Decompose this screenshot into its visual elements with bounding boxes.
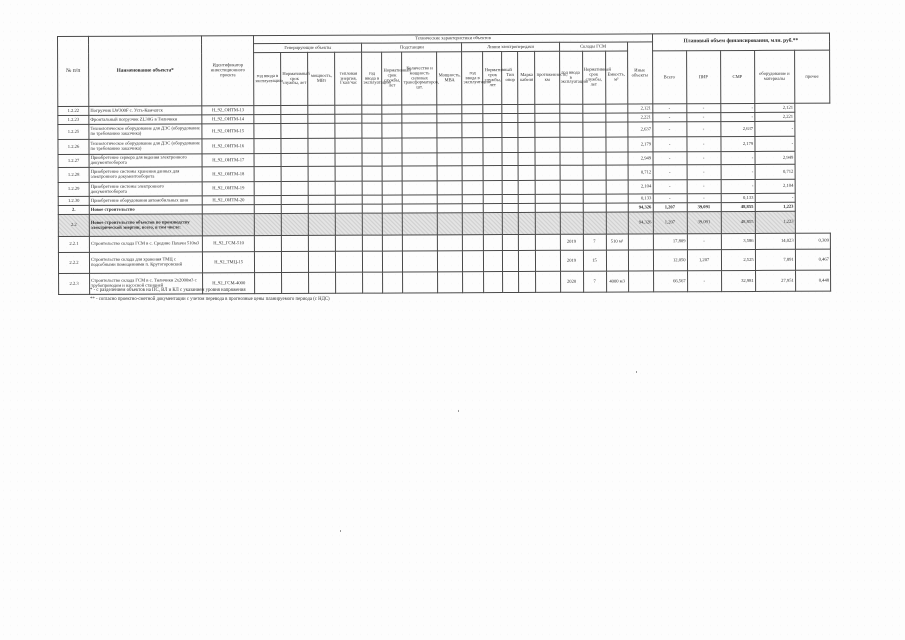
group-substations: Подстанции	[362, 43, 462, 52]
row-id: H_92_OИТМ-19	[202, 182, 254, 196]
row-id: H_92_OИТМ-13	[202, 106, 254, 115]
row-id: H_92_OИТМ-14	[202, 115, 254, 124]
row-total: 12,050	[653, 250, 687, 271]
investment-table	[57, 33, 831, 295]
row-smr: -	[687, 152, 721, 165]
sub-count-header: Количество и мощность силовых трансформаторов, шт.	[402, 52, 437, 105]
gen-mw-header: мощность, МВт	[308, 52, 335, 105]
fin-pir-header: ПИР	[686, 51, 720, 104]
footnote-1: * - с разделением объектов на ПС, ВЛ и КЛ с указанием уровня напряжения	[90, 288, 246, 293]
row-equipment: -	[721, 179, 755, 193]
row-other: -	[755, 121, 795, 136]
gen-norm-header: Нормативный срок службы, лет	[281, 52, 308, 105]
scan-speck	[636, 371, 637, 373]
row-pir: -	[687, 234, 721, 250]
row-other: 2,221	[755, 112, 795, 121]
line-type-header: Тип опор	[502, 51, 518, 104]
row-name: Погрузчик LW300F с. Усть-Камчатск	[89, 106, 202, 115]
row-total: 2,104	[628, 180, 653, 194]
fuel-norm-header: Нормативный срок службы, лет	[582, 51, 605, 104]
row-name: Приобретение системы электронного документооборота	[89, 182, 202, 196]
group-other: Иные объекты	[627, 42, 652, 104]
line-brand-header: Марка кабеля	[518, 51, 535, 104]
row-fuel-year: 2019	[560, 250, 583, 271]
row-name: Строительство склада для хранения ТМЦ с подсобными помещениями п. Крутогоровский	[89, 252, 202, 273]
section-number: 2.	[58, 205, 89, 214]
row-pir: -	[687, 271, 721, 292]
row-number: 1.2.26	[58, 139, 89, 154]
row-smr: 2,525	[721, 249, 755, 270]
group-lines: Линии электропередачи	[462, 42, 559, 51]
fuel-year-header: год ввода в эксплуатацию	[559, 51, 582, 104]
row-name: Фронтальный погрузчик ZL30G в Тиличики	[89, 115, 202, 124]
row-equipment: 2,179	[721, 136, 755, 151]
row-id: H_92_ГСМ-4000	[203, 273, 255, 294]
row-name: Технологическое оборудование для ДЭС (оборудование по требованию заказчика)	[89, 139, 202, 154]
tech-characteristics-header: Технические характеристики объектов	[254, 34, 652, 44]
col-id-header: Идентификатор инвестиционного проекта	[202, 36, 254, 106]
row-number: 2.2.3	[59, 273, 90, 294]
row-smr: -	[686, 113, 720, 122]
row-equipment: 0,133	[721, 193, 755, 202]
section-other: 1,223	[755, 202, 795, 211]
row-equipment: 2,637	[721, 121, 755, 136]
row-number: 1.2.25	[58, 124, 89, 139]
fin-equipment-header: оборудование и материалы	[754, 50, 794, 103]
row-number: 1.2.23	[58, 115, 89, 124]
row-fuel-volume: 4000 м3	[606, 271, 628, 292]
fin-total-header: Всего	[652, 51, 686, 104]
sub-mva-header: Мощность, МВА	[437, 52, 462, 105]
fin-other-header: прочее	[794, 50, 829, 103]
row-total: 2,949	[628, 152, 653, 165]
row-pir: -	[653, 137, 687, 152]
group-generating: Генерирующие объекты	[254, 43, 362, 52]
col-name-header: Наименование объекта*	[89, 36, 202, 106]
row-total: 17,809	[653, 234, 687, 250]
row-fuel-volume	[606, 250, 628, 271]
section-total: 94,326	[628, 212, 653, 234]
row-other: -	[755, 136, 795, 151]
row-number: 1.2.22	[58, 106, 89, 115]
row-other: 2,949	[755, 151, 795, 164]
row-smr: 3,586	[721, 233, 755, 249]
row-fuel-norm: 7	[583, 271, 606, 292]
section-number: 2.2	[58, 214, 89, 236]
row-total: 2,179	[627, 137, 652, 152]
section-pir: 1,207	[653, 212, 687, 234]
row-id: H_92_OИТМ-20	[202, 196, 254, 205]
row-other: 2,104	[755, 179, 795, 193]
row-equipment: 14,023	[755, 233, 795, 249]
row-smr: -	[687, 165, 721, 180]
row-name: Приобретение системы хранения данных для электронного документооборота	[89, 167, 202, 182]
row-equipment: 7,891	[755, 249, 795, 270]
row-fuel-norm: 7	[583, 234, 606, 250]
row-name: Технологическое оборудование для ДЭС (оборудование по требованию заказчика)	[89, 124, 202, 139]
row-fuel-year: 2019	[560, 234, 583, 250]
row-other: -	[755, 193, 795, 202]
row-total: 2,637	[627, 122, 652, 137]
section-pir: 1,207	[653, 203, 687, 212]
row-id: H_92_OИТМ-16	[202, 139, 254, 154]
line-norm-header: Нормативный срок службы, лет	[483, 52, 502, 105]
section-equipment: 48,855	[721, 202, 755, 211]
row-pir: -	[653, 165, 687, 180]
row-total: 2,221	[627, 113, 652, 122]
footnote-2: ** - согласно проектно-сметной документации с учетом перевода в прогнозные цены планируемого периода (с НДС)	[90, 297, 330, 302]
row-fuel-year: 2020	[560, 271, 583, 292]
row-smr: -	[687, 122, 721, 137]
row-number: 1.2.29	[58, 182, 89, 196]
row-pir: -	[652, 104, 686, 113]
line-year-header: год ввода в эксплуатацию	[462, 52, 483, 105]
section-total: 94,326	[628, 203, 653, 212]
sub-year-header: год ввода в эксплуатацию	[362, 52, 382, 105]
row-number: 2.2.2	[58, 252, 89, 273]
row-total: 66,567	[653, 271, 687, 292]
gen-heat-header: тепловая энергия, Гкал/час	[335, 52, 362, 105]
row-fuel-volume: 510 м³	[606, 234, 628, 250]
row-equipment: -	[721, 164, 755, 179]
row-smr: -	[687, 180, 721, 194]
row-pir: -	[653, 194, 687, 203]
section-smr: 39,091	[687, 212, 721, 234]
financing-header: Плановый объем финансирования, млн. руб.**	[652, 33, 829, 51]
row-name: Строительство склада ГСМ в с. Средние Пахачи 510м3	[89, 236, 202, 252]
scan-speck	[458, 410, 459, 412]
row-other: 0,448	[795, 270, 830, 291]
section-other: 1,223	[755, 211, 795, 233]
row-other: 0,467	[795, 249, 830, 270]
fuel-volume-header: Емкость, м³	[605, 51, 627, 104]
section-name: Новое строительство объектов по производству электрической энергии, всего, в том числе:	[89, 214, 202, 236]
row-equipment: 27,951	[755, 270, 795, 291]
row-id: H_92_OИТМ-17	[202, 154, 254, 167]
row-pir: -	[653, 152, 687, 165]
row-id: H_92_ТМЦ-15	[203, 252, 255, 273]
row-fuel-norm: 15	[583, 250, 606, 271]
row-pir: -	[652, 113, 686, 122]
row-name: Приобретение сервера для ведения электронного документооборота	[89, 154, 202, 167]
row-pir: -	[653, 180, 687, 194]
section-smr: 39,091	[687, 203, 721, 212]
row-id: H_92_OИТМ-15	[202, 124, 254, 139]
col-number-header: № п/п	[58, 36, 89, 106]
section-name: Новое строительство	[89, 205, 202, 214]
row-other: 0,712	[755, 164, 795, 179]
row-number: 1.2.27	[58, 154, 89, 167]
sub-norm-header: Нормативный срок службы, лет	[382, 52, 402, 105]
row-number: 1.2.30	[58, 196, 89, 205]
row-smr: -	[687, 137, 721, 152]
group-fuel-storage: Склады ГСМ	[559, 42, 627, 51]
scan-speck	[340, 530, 341, 532]
row-total: 2,121	[627, 104, 652, 113]
row-smr: -	[686, 104, 720, 113]
row-name: Приобретение оборудования автомобильных шин	[89, 196, 202, 205]
row-other: 0,309	[795, 233, 830, 249]
row-id: H_92_ГСМ-510	[203, 236, 255, 252]
row-equipment: -	[721, 151, 755, 164]
row-smr: -	[687, 194, 721, 203]
row-other: 2,121	[754, 103, 794, 112]
row-number: 2.2.1	[58, 236, 89, 252]
row-smr: 32,981	[721, 270, 755, 291]
row-pir: 1,207	[687, 250, 721, 271]
row-id: H_92_OИТМ-18	[202, 167, 254, 182]
row-pir: -	[652, 122, 686, 137]
row-total: 0,712	[628, 165, 653, 180]
row-equipment: -	[720, 112, 754, 121]
line-length-header: протяженность, км	[535, 51, 559, 104]
row-number: 1.2.28	[58, 167, 89, 182]
row-name: Строительство склада ГСМ в с. Тиличики 2х2000м3 с трубопроводом и насосной станцией	[90, 273, 203, 294]
section-equipment: 48,855	[721, 211, 755, 233]
footnotes	[90, 286, 690, 304]
row-equipment: -	[720, 103, 754, 112]
fin-smr-header: СМР	[720, 50, 754, 103]
gen-year-header: год ввода в эксплуатацию	[254, 53, 281, 106]
row-total: 0,133	[628, 194, 653, 203]
